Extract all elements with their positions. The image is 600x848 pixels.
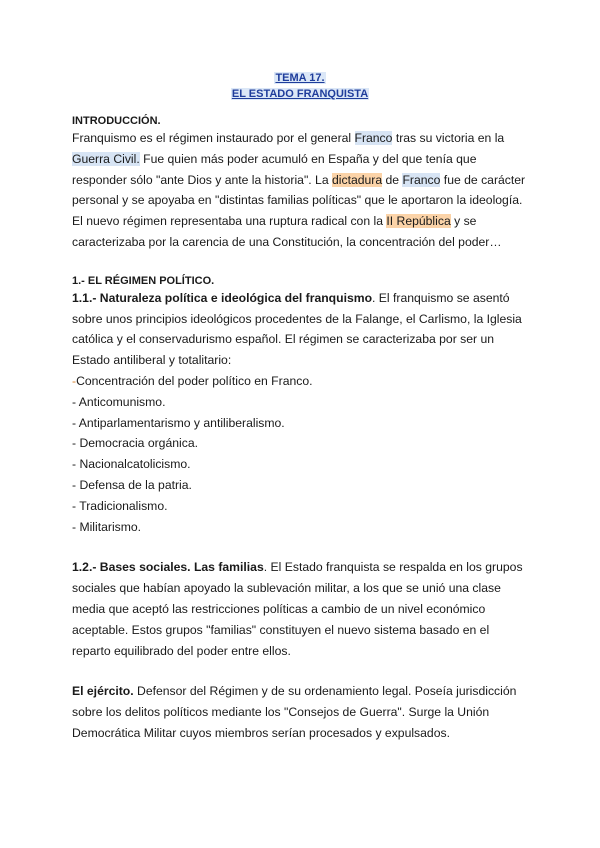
paragraph-line: sobre los delitos políticos mediante los "Consejos de Guerra". Surge la Unión <box>72 705 490 720</box>
subsection-title: 1.1.- Naturaleza política e ideológica del franquismo <box>72 290 373 305</box>
paragraph-line: media que aceptó las restricciones políticas a cambio de un nivel económico <box>72 601 486 616</box>
highlight-ii-republica: II República <box>386 214 451 229</box>
paragraph-line: Estado antiliberal y totalitario: <box>72 353 232 368</box>
section-heading: 1.- EL RÉGIMEN POLÍTICO. <box>72 274 215 287</box>
highlight-guerra-civil: Guerra Civil. <box>72 151 140 166</box>
highlight-franco: Franco <box>354 131 393 145</box>
paragraph-line: católica y el conservadurismo español. El régimen se caracterizaba por ser un <box>72 332 495 347</box>
paragraph-line: sociales que habían apoyado la sublevación militar, a los que se unió una clase <box>72 581 501 596</box>
subsection-line: 1.2.- Bases sociales. Las familias. El Estado franquista se respalda en los grupos <box>72 560 523 575</box>
list-item: -Concentración del poder político en Franco. <box>72 373 313 388</box>
doc-title-line1 <box>0 71 600 85</box>
paragraph-line: reparto equilibrado del poder entre ellos. <box>72 643 291 658</box>
list-item: - Anticomunismo. <box>72 394 166 409</box>
highlight-dictadura: dictadura <box>332 172 383 187</box>
subsection-title: El ejército. <box>72 684 134 699</box>
list-item: - Democracia orgánica. <box>72 436 198 451</box>
paragraph-line: Democrática Militar cuyos miembros serían procesados y expulsados. <box>72 725 450 740</box>
doc-title-line2 <box>0 87 600 101</box>
intro-line: Franquismo es el régimen instaurado por el general Franco tras su victoria en la <box>72 131 505 145</box>
subsection-line: 1.1.- Naturaleza política e ideológica del franquismo. El franquismo se asentó <box>72 290 510 305</box>
list-item: - Militarismo. <box>72 519 142 534</box>
list-item: - Defensa de la patria. <box>72 477 192 492</box>
intro-heading: INTRODUCCIÓN. <box>72 115 161 127</box>
list-item: - Nacionalcatolicismo. <box>72 457 191 472</box>
intro-line: personal y se apoyaba en "distintas familias políticas" que le aportaron la ideología. <box>72 193 523 208</box>
document-body <box>72 115 532 744</box>
intro-line: El nuevo régimen representaba una ruptura radical con la II República y se <box>72 214 477 229</box>
paragraph-line: aceptable. Estos grupos "familias" constituyen el nuevo sistema basado en el <box>72 622 490 637</box>
intro-line: Guerra Civil. Fue quien más poder acumuló en España y del que tenía que <box>72 151 477 166</box>
intro-line: caracterizaba por la carencia de una Constitución, la concentración del poder… <box>72 234 502 249</box>
list-item: - Tradicionalismo. <box>72 498 168 513</box>
doc-title-name: EL ESTADO FRANQUISTA <box>231 88 369 100</box>
doc-title-topic: TEMA 17. <box>275 72 325 84</box>
paragraph-line: sobre unos principios ideológicos procedentes de la Falange, el Carlismo, la Iglesia <box>72 311 522 326</box>
list-item: - Antiparlamentarismo y antiliberalismo. <box>72 415 285 430</box>
highlight-franco: Franco <box>402 172 441 187</box>
list-dash: - <box>72 373 77 388</box>
subsection-line: El ejército. Defensor del Régimen y de su ordenamiento legal. Poseía jurisdicción <box>72 684 517 699</box>
subsection-title: 1.2.- Bases sociales. Las familias <box>72 560 264 575</box>
intro-line: responder sólo "ante Dios y ante la historia". La dictadura de Franco fue de carácter <box>72 172 526 187</box>
